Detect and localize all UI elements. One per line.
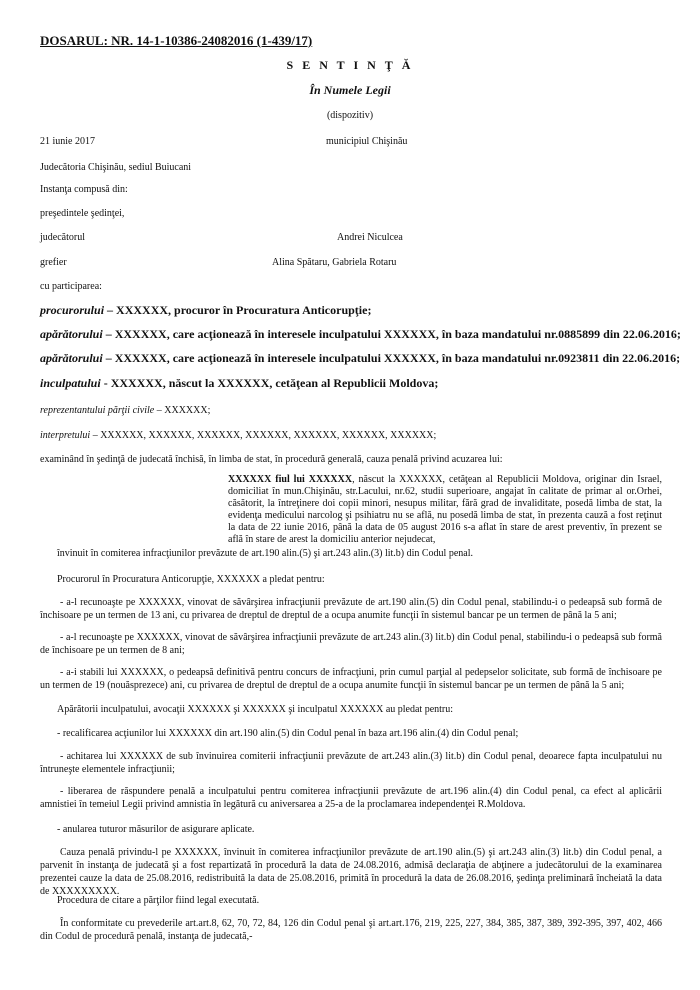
interpreter-line <box>40 429 436 442</box>
party-text: – XXXXXX, procuror în Procuratura Anticorupţie; <box>104 303 372 317</box>
defense-request-4: - anularea tuturor măsurilor de asigurare aplicate. <box>57 824 255 835</box>
clerk-names: Alina Spătaru, Gabriela Rotaru <box>272 257 397 268</box>
charges-statement: învinuit în comiterea infracţiunilor prevăzute de art.190 alin.(5) şi art.243 alin.(3) lit.b) din Codul penal. <box>57 548 473 559</box>
prosecutor-pleaded: Procurorul în Procuratura Anticorupţie, XXXXXX a pledat pentru: <box>57 574 325 585</box>
defense-request-1: - recalificarea acţiunilor lui XXXXXX din art.190 alin.(5) din Codul penal în baza art.196 alin.(4) din Codul penal; <box>57 728 519 739</box>
prosecutor-request-3: - a-i stabili lui XXXXXX, o pedeapsă definitivă pentru concurs de infracţiuni, prin cumul parţial al pedepselor solicitate, sub formă de închisoare pe un termen de 19 (nouăsprezece) ani, cu privarea de dreptul de dreptul de a ocupa anumite funcţii în sistemul bancar pe un termen de până la 5 ani; <box>40 667 662 691</box>
party-text: – XXXXXX, care acţionează în interesele inculpatului XXXXXX, în baza mandatului nr.0923811 din 22.06.2016; <box>102 351 681 365</box>
participation-label: cu participarea: <box>40 281 102 292</box>
interpreter-text: – XXXXXX, XXXXXX, XXXXXX, XXXXXX, XXXXXX, XXXXXX, XXXXXX; <box>90 430 437 441</box>
party-prosecutor <box>40 303 371 318</box>
case-number-header: DOSARUL: NR. 14-1-10386-24082016 (1-439/17) <box>40 33 313 48</box>
court-name: Judecătoria Chişinău, sediul Buiucani <box>40 162 192 173</box>
summons-statement: Procedura de citare a părţilor fiind legal executată. <box>57 895 260 906</box>
accused-details: , născut la XXXXXX, cetăţean al Republicii Moldova, originar din Israel, domiciliat în mun.Chişinău, str.Lacului, nr.62, studii superioare, angajat în calitate de primar al or.Orhei, căsătorit, la întreţinere doi copii minori, nesupus militar, fără grad de invaliditate, posedă limba de stat, la evidenţa medicului narcolog şi psihiatru nu se află, nu posedă limba de stat, în prezenta cauză a fost reţinut la data de 22 iunie 2016, până la data de 05 august 2016 s-a aflat în stare de arest preventiv, în prezent se află în stare de arest la domiciliu anterior nejudecat, <box>228 474 663 545</box>
defense-request-3: - liberarea de răspundere penală a inculpatului pentru comiterea infracţiunii prevăzute de art.196 alin.(4) din Codul penal, ca efect al aplicării amnistiei în temeiul Legii privind amnistia în legătură cu aniversarea a 25-a de la proclamarea independenţei R.Moldova. <box>40 786 662 810</box>
document-title: S E N T I N Ţ Ă <box>286 58 414 72</box>
party-text: - XXXXXX, născut la XXXXXX, cetăţean al Republicii Moldova; <box>100 376 439 390</box>
party-text: – XXXXXX, care acţionează în interesele inculpatului XXXXXX, în baza mandatului nr.0885899 din 22.06.2016; <box>102 327 681 341</box>
defense-request-2: - achitarea lui XXXXXX de sub învinuirea comiterii infracţiunii prevăzute de art.243 alin.(3) lit.b) din Codul penal, deoarece fapta inculpatului nu întruneşte elementele infracţiunii; <box>40 751 662 775</box>
civil-representative-line <box>40 404 210 417</box>
party-defender-2 <box>40 351 680 366</box>
sentence-date: 21 iunie 2017 <box>40 136 95 147</box>
civil-rep-role: reprezentantului părţii civile <box>40 405 155 416</box>
party-role: apărătorului <box>40 327 103 341</box>
judge-label: judecătorul <box>40 232 85 243</box>
party-role: procurorului <box>40 303 105 317</box>
accused-details-block <box>228 474 662 546</box>
disposition-label: (dispozitiv) <box>326 110 374 121</box>
party-defender-1 <box>40 327 681 342</box>
party-defendant <box>40 376 438 391</box>
conformity-paragraph: În conformitate cu prevederile art.art.8, 62, 70, 72, 84, 126 din Codul penal şi art.art.176, 219, 225, 227, 384, 385, 387, 389, 392-395, 397, 402, 466 din Codul de procedură penală, instanţa de judecată,- <box>40 918 662 942</box>
document-subtitle: În Numele Legii <box>309 83 391 97</box>
judge-name: Andrei Niculcea <box>337 232 403 243</box>
court-composition-label: Instanţa compusă din: <box>40 184 128 195</box>
party-role: apărătorului <box>40 351 103 365</box>
accused-name: XXXXXX fiul lui XXXXXX <box>228 474 353 485</box>
prosecutor-request-1: - a-l recunoaşte pe XXXXXX, vinovat de săvârşirea infracţiunii prevăzute de art.190 alin.(5) din Codul penal, stabilindu-i o pedeapsă sub formă de închisoare pe un termen de 13 ani, cu privarea de dreptul de dreptul de a ocupa anumite funcţii în sistemul bancar pe un termen de până la 5 ani; <box>40 597 662 621</box>
prosecutor-request-2: - a-l recunoaşte pe XXXXXX, vinovat de săvârşirea infracţiunii prevăzute de art.243 alin.(3) lit.b) din Codul penal, stabilindu-i o pedeapsă sub formă de închisoare pe un termen de 8 ani; <box>40 632 662 656</box>
interpreter-role: interpretului <box>40 430 91 441</box>
civil-rep-text: – XXXXXX; <box>154 405 211 416</box>
clerk-label: grefier <box>40 257 67 268</box>
examining-statement: examinând în şedinţă de judecată închisă, în limba de stat, în procedură generală, cauza penală privind acuzarea lui: <box>40 454 503 465</box>
sentence-place: municipiul Chişinău <box>326 136 408 147</box>
case-history-paragraph: Cauza penală privindu-l pe XXXXXX, învinuit în comiterea infracţiunilor prevăzute de art.190 alin.(5) şi art.243 alin.(3) lit.b) din Codul penal, a parvenit în instanţa de judecată şi a fost repartizată în procedură la data de 24.08.2016, admisă declaraţia de abţinere a judecătorului de la examinarea prezentei cauze la data de 25.08.2016, redistribuită la data de 25.08.2016, primită în procedură la data de 26.08.2016, şedinţa preliminară încheiată la data de XXXXXXXXX. <box>40 847 662 897</box>
president-label: preşedintele şedinţei, <box>40 208 125 219</box>
defense-pleaded: Apărătorii inculpatului, avocaţii XXXXXX şi XXXXXX şi inculpatul XXXXXX au pledat pentru: <box>57 704 454 715</box>
party-role: inculpatului <box>40 376 101 390</box>
